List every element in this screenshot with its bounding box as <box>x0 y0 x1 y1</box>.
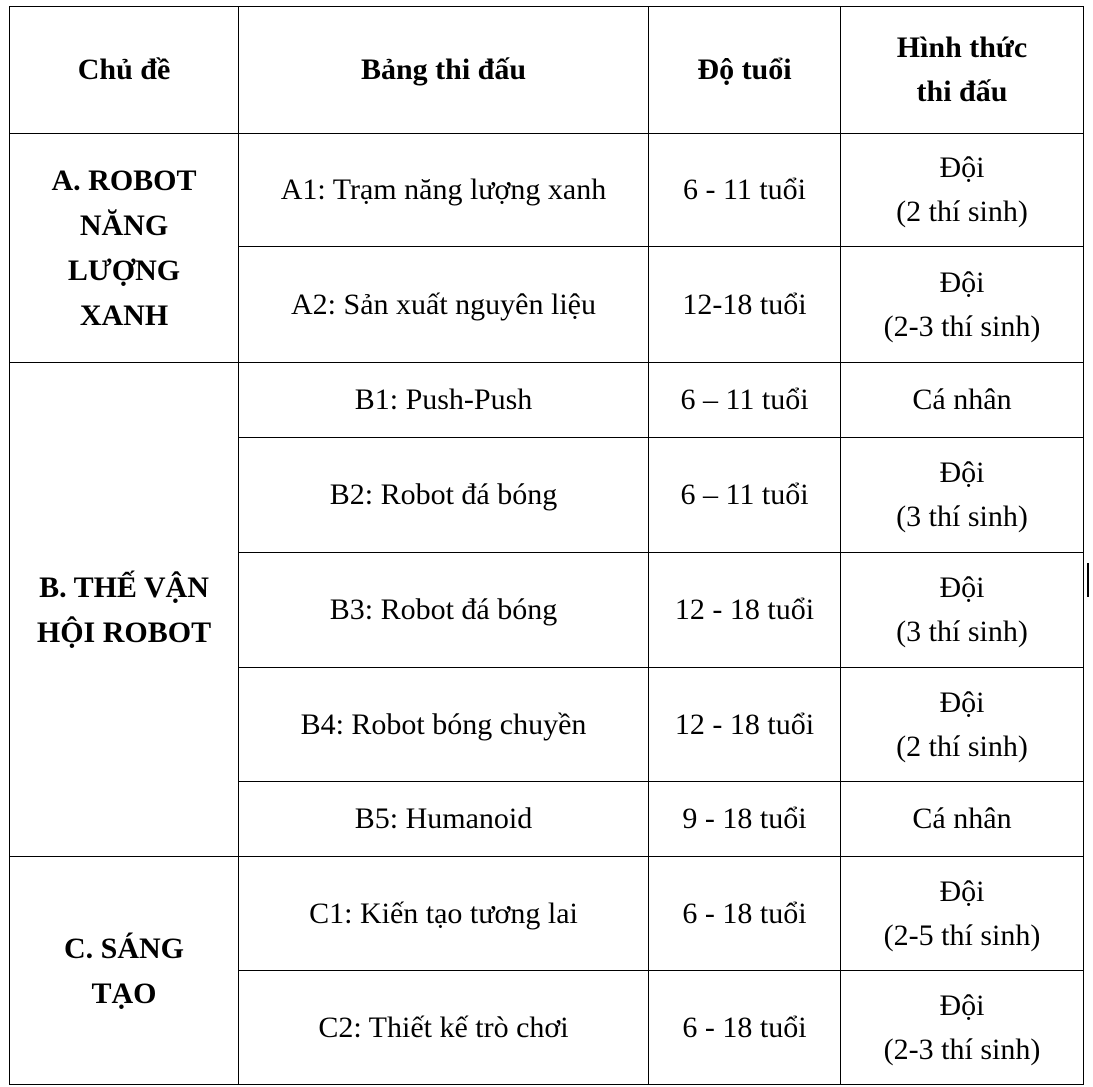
format-line: Đội <box>939 571 985 604</box>
board-cell: B4: Robot bóng chuyền <box>239 668 649 782</box>
board-cell: A2: Sản xuất nguyên liệu <box>239 247 649 363</box>
topic-line: B. THẾ VẬN <box>39 570 209 604</box>
age-cell: 12-18 tuổi <box>649 247 841 363</box>
age-cell: 6 - 18 tuổi <box>649 971 841 1085</box>
age-cell: 9 - 18 tuổi <box>649 782 841 857</box>
topic-line: C. SÁNG <box>63 931 184 965</box>
header-age: Độ tuổi <box>649 7 841 134</box>
board-cell: C1: Kiến tạo tương lai <box>239 857 649 971</box>
format-line: Cá nhân <box>912 802 1012 835</box>
age-cell: 6 – 11 tuổi <box>649 363 841 438</box>
board-cell: A1: Trạm năng lượng xanh <box>239 134 649 247</box>
format-cell <box>841 134 1084 247</box>
format-line: Đội <box>939 151 985 184</box>
format-cell <box>841 438 1084 553</box>
header-format <box>841 7 1084 134</box>
age-cell: 12 - 18 tuổi <box>649 668 841 782</box>
table-row <box>10 857 1084 971</box>
topic-cell <box>10 857 239 1085</box>
competition-table <box>9 6 1084 1085</box>
header-row <box>10 7 1084 134</box>
format-cell <box>841 782 1084 857</box>
topic-line: NĂNG <box>79 209 169 242</box>
table-row <box>10 134 1084 247</box>
format-cell <box>841 857 1084 971</box>
format-cell <box>841 363 1084 438</box>
format-line: Đội <box>939 874 985 908</box>
topic-cell <box>10 134 239 363</box>
board-cell: B3: Robot đá bóng <box>239 553 649 668</box>
age-cell: 6 - 18 tuổi <box>649 857 841 971</box>
board-cell: C2: Thiết kế trò chơi <box>239 971 649 1085</box>
format-cell <box>841 553 1084 668</box>
topic-line: HỘI ROBOT <box>36 615 212 649</box>
format-cell <box>841 971 1084 1085</box>
edge-mark <box>1087 563 1089 597</box>
age-cell: 6 – 11 tuổi <box>649 438 841 553</box>
topic-cell <box>10 363 239 857</box>
board-cell: B2: Robot đá bóng <box>239 438 649 553</box>
header-board: Bảng thi đấu <box>239 7 649 134</box>
format-line: Đội <box>939 988 985 1022</box>
topic-line: XANH <box>79 299 169 332</box>
board-cell: B5: Humanoid <box>239 782 649 857</box>
format-cell <box>841 247 1084 363</box>
table-row <box>10 363 1084 438</box>
age-cell: 12 - 18 tuổi <box>649 553 841 668</box>
topic-line: TẠO <box>91 976 157 1010</box>
header-topic: Chủ đề <box>10 7 239 134</box>
header-format-line-2: thi đấu <box>916 75 1008 108</box>
format-line: Đội <box>939 685 985 719</box>
format-cell <box>841 668 1084 782</box>
format-line: (2-3 thí sinh) <box>883 1032 1041 1066</box>
format-line: (2-3 thí sinh) <box>883 309 1041 343</box>
format-line: (2 thí sinh) <box>896 729 1028 763</box>
format-line: (2-5 thí sinh) <box>883 918 1041 952</box>
format-line: (2 thí sinh) <box>896 195 1028 228</box>
format-line: Đội <box>939 456 985 489</box>
age-cell: 6 - 11 tuổi <box>649 134 841 247</box>
format-line: Cá nhân <box>912 383 1012 416</box>
format-line: (3 thí sinh) <box>896 500 1028 533</box>
board-cell: B1: Push-Push <box>239 363 649 438</box>
format-line: (3 thí sinh) <box>896 615 1028 648</box>
format-line: Đội <box>939 265 985 299</box>
header-format-line-1: Hình thức <box>896 31 1028 64</box>
topic-line: A. ROBOT <box>51 164 197 197</box>
topic-line: LƯỢNG <box>67 254 181 287</box>
